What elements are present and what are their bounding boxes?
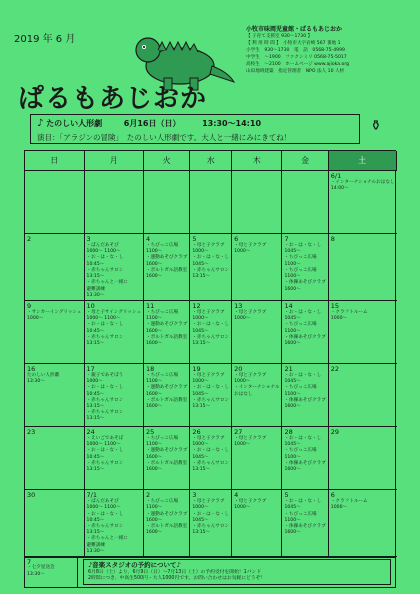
cell-line: 1000〜 [234, 505, 251, 511]
cell-line: 1045〜 [192, 391, 209, 397]
cell-line: 13:30〜 [86, 292, 105, 298]
cell-line: ・母と子クラブ [234, 499, 267, 505]
cell-line: ・母と子クラブ [192, 243, 225, 249]
day-number: 26 [192, 428, 201, 437]
weekday-header: 金 [282, 151, 328, 171]
cell-line: 1600〜 [145, 517, 163, 523]
weekday-header: 水 [190, 151, 232, 171]
cell-line: 1600〜 [284, 530, 301, 536]
cell-line: 13:15〜 [86, 530, 105, 536]
cell-line: ・お・は・な・し [192, 448, 230, 454]
cell-line: ・ちびっこ広場 [284, 322, 317, 328]
calendar-cell [85, 234, 144, 301]
cell-line: ・母と子サイングリッシュ [86, 309, 141, 315]
cell-line: 13:15〜 [86, 340, 105, 346]
calendar-cell [329, 171, 397, 234]
music-note-icon: ♪ [37, 118, 44, 129]
calendar-cell [144, 234, 190, 301]
cell-line: ・ぱんだあそび [86, 499, 119, 505]
calendar-cell [25, 234, 85, 301]
cell-line: 10:45〜 [86, 261, 105, 267]
cell-line: 1000〜 1100〜 [86, 442, 121, 448]
day-number: 7/1 [86, 491, 97, 500]
cell-line: ・お・は・な・し [192, 511, 230, 517]
cell-line: ・体操あそびクラブ [284, 334, 326, 340]
event-time: 13:30〜14:10 [202, 119, 262, 128]
cell-line: 1600〜 [145, 328, 163, 334]
cell-line: ・ちびっこ広場 [145, 373, 179, 378]
calendar-cell [232, 171, 282, 234]
cell-line: 1100〜 [284, 261, 301, 267]
cell-line: 1600〜 [145, 391, 163, 397]
day-number: 9 [27, 301, 32, 310]
cell-line: 1100〜 [145, 379, 163, 385]
cell-line: 1100〜 [284, 517, 301, 523]
cell-line: 10:45〜 [86, 391, 105, 397]
magic-lamp-icon: ⚱ [370, 118, 382, 134]
calendar-cell [232, 427, 282, 490]
cell-line: 1600〜 [284, 404, 301, 410]
cell-line: 1000〜 [330, 316, 348, 322]
cell-line: ・お・は・な・し [86, 385, 124, 391]
cell-line: ・赤ちゃんサロン [86, 267, 124, 273]
cell-line: ・赤ちゃんサロン [86, 460, 124, 466]
day-number: 16 [27, 365, 36, 373]
cell-line: ・赤ちゃんサロン [86, 334, 124, 340]
cell-line: ・母と子クラブ [234, 243, 267, 249]
calendar-cell [329, 234, 397, 301]
cell-line: ・お・は・な・し [86, 255, 124, 261]
cell-line: ・ポルトガル語教室 [145, 523, 188, 529]
cell-line: 1000〜 [234, 379, 251, 385]
calendar-cell [25, 301, 85, 364]
cell-line: 1100〜 [284, 274, 301, 280]
cell-line: ・七夕星送会 [27, 565, 55, 571]
calendar-cell [232, 301, 282, 364]
cell-line: 1000〜 [330, 505, 348, 511]
day-number: 22 [330, 365, 340, 373]
cell-line: ・赤ちゃんサロン [192, 334, 230, 340]
cell-line: 13:15〜 [86, 467, 105, 473]
day-number: 27 [234, 428, 243, 437]
calendar-cell [190, 171, 232, 234]
day-number: 10 [86, 301, 95, 310]
cell-line: ・ポルトガル語教室 [145, 397, 188, 403]
day-number: 28 [284, 428, 293, 437]
day-number: 12 [192, 301, 201, 310]
cell-line: ・お・は・な・し [86, 322, 124, 328]
day-number: 24 [86, 428, 95, 437]
calendar-cell [190, 490, 232, 557]
cell-line: ・母と子クラブ [234, 309, 267, 315]
cell-line: 13:15〜 [86, 416, 105, 422]
cell-line: 1045〜 [192, 261, 209, 267]
cell-line: ・運動あそびクラブ [145, 448, 188, 454]
calendar-cell [144, 427, 190, 490]
cell-line: ・お・は・な・し [86, 511, 124, 517]
cell-line: 1000〜 [192, 316, 209, 322]
day-number: 19 [192, 365, 201, 373]
day-number: 13 [234, 301, 243, 310]
day-number: 8 [330, 235, 335, 244]
facility-info [246, 26, 406, 104]
cell-line: ・ちびっこ広場 [284, 255, 317, 261]
calendar-cell [232, 364, 282, 427]
cell-line: ・お・は・な・し [86, 448, 124, 454]
cell-line: 1100〜 [145, 316, 163, 322]
cell-line: 1100〜 [145, 505, 163, 511]
cell-line: ・お・は・な・し [192, 385, 230, 391]
calendar-cell [144, 364, 190, 427]
calendar-cell [25, 364, 85, 427]
cell-line: ・体操あそびクラブ [284, 397, 326, 403]
day-number: 17 [86, 365, 95, 373]
cell-line: 1600〜 [145, 467, 163, 473]
cell-line: 1045〜 [284, 442, 301, 448]
calendar-footer-row [24, 558, 396, 588]
calendar-cell [282, 427, 328, 490]
calendar-cell [282, 234, 328, 301]
calendar-cell [282, 364, 328, 427]
cell-line: 1045〜 [284, 249, 301, 255]
day-number: 3 [86, 235, 91, 244]
cell-line: ・母と子クラブ [192, 373, 225, 378]
cell-line: ・運動あそびクラブ [145, 385, 188, 391]
day-number: 18 [145, 365, 155, 373]
day-number: 11 [145, 301, 155, 310]
calendar-cell [232, 490, 282, 557]
cell-line: ・クラフトルーム [330, 309, 368, 315]
cell-line: 1100〜 [284, 454, 301, 460]
weekday-header: 土 [329, 151, 397, 171]
cell-line: 1600〜 [145, 404, 163, 410]
calendar-cell [85, 427, 144, 490]
cell-line: 1045〜 [284, 379, 301, 385]
calendar-cell [232, 234, 282, 301]
cell-line: ・母と子クラブ [234, 373, 267, 378]
day-number: 4 [234, 491, 239, 500]
cell-line: ・赤ちゃんサロン [192, 267, 230, 273]
info-line: 小学生 930〜1730 電 話 0568-75-4999 [246, 48, 345, 53]
weekday-header: 火 [144, 151, 190, 171]
cell-line: ・体操あそびクラブ [284, 523, 326, 529]
cell-line: ・赤ちゃんサロン [192, 397, 230, 403]
cell-line: ・ちびっこ広場 [145, 309, 179, 315]
cell-line: 1600〜 [145, 340, 163, 346]
cell-line: 1000〜 1100〜 [86, 505, 121, 511]
page-title: ぱるもあじおか [18, 84, 208, 114]
calendar-cell [85, 364, 144, 427]
cell-line: ・えいごであそぼ [86, 436, 124, 442]
cell-line: 避難訓練 [86, 286, 105, 292]
calendar-cell [25, 171, 85, 234]
cell-line: 1045〜 [192, 328, 209, 334]
cell-line: 1000〜 1100〜 [86, 249, 121, 255]
calendar-cell [85, 301, 144, 364]
cell-line: ・母と子クラブ [192, 309, 225, 315]
event-label: たのしい人形劇 [46, 119, 103, 128]
cell-line: 1000〜 [234, 316, 251, 322]
cell-line: ・赤ちゃんサロン [192, 460, 230, 466]
day-number: 6 [234, 235, 239, 244]
cell-line: 13:30〜 [86, 548, 105, 554]
calendar-grid [25, 151, 395, 557]
cell-line: ・お・は・な・し [284, 436, 322, 442]
calendar-cell [190, 364, 232, 427]
day-number: 25 [145, 428, 155, 437]
cell-line: 13:15〜 [192, 404, 211, 410]
calendar-cell [144, 490, 190, 557]
cell-line: ・クラフトルーム [330, 499, 368, 505]
calendar-cell [329, 301, 397, 364]
event-date: 6月16日（日） [123, 119, 181, 128]
day-number: 7 [27, 558, 32, 566]
day-number: 5 [192, 235, 197, 244]
cell-line: 1600〜 [145, 530, 163, 536]
calendar-cell [85, 171, 144, 234]
calendar-cell [282, 171, 328, 234]
cell-line: ・赤ちゃんサロン [192, 523, 230, 529]
calendar-cell [144, 171, 190, 234]
day-number: 20 [234, 365, 243, 373]
event-banner [30, 114, 360, 144]
cell-line: ・インターナショナルおはなし [330, 180, 395, 185]
cell-line: 1600〜 [145, 274, 163, 280]
cell-line: 1045〜 [284, 316, 301, 322]
day-number: 6/1 [330, 172, 342, 180]
cell-line: ・ちびっこ広場 [284, 448, 317, 454]
day-number: 7 [284, 235, 289, 244]
cell-line: たのしい人形劇 [27, 373, 60, 378]
day-number: 14 [284, 301, 293, 310]
cell-line: ・ちびっこ広場 [284, 385, 317, 391]
cell-line: 13:15〜 [192, 467, 211, 473]
calendar-cell [329, 364, 397, 427]
cell-line: ・運動あそびクラブ [145, 255, 188, 261]
cell-line: 10:45〜 [86, 517, 105, 523]
cell-line: ・ちびっこ広場 [284, 511, 317, 517]
cell-line: 1000〜 [234, 249, 251, 255]
day-number: 15 [330, 301, 340, 310]
cell-line: ・親子であそぼう [86, 373, 124, 378]
cell-line: 1000〜 [234, 442, 251, 448]
weekday-header: 木 [232, 151, 282, 171]
weekday-header: 日 [25, 151, 85, 171]
cell-line: ・ポルトガル語教室 [145, 460, 188, 466]
cell-line: 1000〜 1100〜 [86, 316, 121, 322]
info-line: 【 利 用 時 間 】 小牧市大字岩崎 567 番地 1 [246, 41, 341, 46]
cell-line: 1000〜 [86, 379, 103, 385]
cell-line: 1045〜 [284, 505, 301, 511]
cell-line: 13:15〜 [192, 530, 211, 536]
calendar-cell [282, 490, 328, 557]
cell-line: 13:15〜 [86, 404, 105, 410]
cell-line: ・運動あそびクラブ [145, 322, 188, 328]
cell-line: 10:45〜 [86, 454, 105, 460]
weekday-header: 月 [85, 151, 144, 171]
info-line: 高校生 〜2100 ホームページ www.ajioka.org [246, 62, 350, 67]
cell-line: 1600〜 [145, 454, 163, 460]
day-number: 5 [284, 491, 289, 500]
cell-line: 1600〜 [284, 286, 301, 292]
day-number: 29 [330, 428, 340, 437]
day-number: 3 [192, 491, 197, 500]
cell-line: 1100〜 [145, 249, 163, 255]
calendar-cell [190, 301, 232, 364]
day-number: 23 [27, 428, 36, 437]
cell-line: 1600〜 [145, 261, 163, 267]
cell-line: 避難訓練 [86, 542, 105, 548]
calendar-cell [282, 301, 328, 364]
calendar-cell [25, 558, 78, 587]
cell-line: ・お・は・な・し [284, 499, 322, 505]
cell-line: 1100〜 [284, 391, 301, 397]
day-number: 21 [284, 365, 293, 373]
calendar-cell [85, 490, 144, 557]
cell-line: ・お・は・な・し [284, 243, 322, 249]
calendar-cell [329, 427, 397, 490]
cell-line: ・母と子クラブ [234, 436, 267, 442]
cell-line: ・お・は・な・し [192, 255, 230, 261]
cell-line: ・お・は・な・し [284, 373, 322, 378]
cell-line: ・体操あそびクラブ [284, 460, 326, 466]
cell-line: 1100〜 [145, 442, 163, 448]
cell-line: ・母と子クラブ [192, 436, 225, 442]
cell-line: ・ちびっこ広場 [284, 267, 317, 273]
notice-title: ♪音楽スタジオの予約について♪ [88, 561, 181, 569]
cell-line: ・体操あそびクラブ [284, 280, 326, 286]
header-date: 2019 年 6 月 [14, 34, 76, 45]
cell-line: 1045〜 [192, 517, 209, 523]
cell-line: 1000〜 [192, 249, 209, 255]
cell-line: 14:00〜 [330, 186, 349, 192]
calendar-cell [329, 490, 397, 557]
cell-line: ・お・は・な・し [192, 322, 230, 328]
day-number: 30 [27, 491, 36, 500]
calendar-cell [190, 427, 232, 490]
cell-line: ・赤ちゃんと一緒に [86, 280, 128, 286]
cell-line: 13:30〜 [27, 571, 45, 577]
cell-line: ・赤ちゃんサロン [86, 410, 124, 416]
cell-line: ・お・は・な・し [284, 309, 322, 315]
cell-line: 1600〜 [284, 467, 301, 473]
day-number: 6 [330, 491, 335, 500]
cell-line: ・ポルトガル語教室 [145, 267, 188, 273]
cell-line: 1100〜 [284, 328, 301, 334]
calendar [24, 150, 396, 558]
calendar-cell [144, 301, 190, 364]
cell-line: ・運動あそびクラブ [145, 511, 188, 517]
cell-line: ・ちびっこ広場 [145, 499, 179, 505]
notice-line: 2時間につき、中高生500円・大人1000円です。お問い合わせはお気軽にどうぞ！ [88, 576, 266, 581]
info-line: 中学生 〜1900 ファクシミリ 0568-75-5017 [246, 55, 347, 60]
cell-line: ・サンカーイングリッシュ [27, 309, 82, 315]
cell-line: 13:15〜 [192, 340, 211, 346]
cell-line: ・ちびっこ広場 [145, 436, 179, 442]
cell-line: 1045〜 [192, 454, 209, 460]
calendar-cell [190, 234, 232, 301]
cell-line: 1600〜 [284, 340, 301, 346]
cell-line: 1000〜 [192, 442, 209, 448]
cell-line: ・赤ちゃんサロン [86, 523, 124, 529]
studio-notice [83, 559, 391, 585]
day-number: 2 [27, 235, 32, 244]
cell-line: ・ポルトガル語教室 [145, 334, 188, 340]
cell-line: ・インターナショナル [234, 385, 280, 391]
info-line: 【 子育て支援室 930〜1730 】 [246, 34, 313, 39]
info-line: 山田地域建築 指定管理者 NPO 法人 10 人材 [246, 69, 345, 74]
event-program: 演目：「アラジンの冒険」 たのしい人形劇です。大人と一緒にみにきてね！ [37, 133, 292, 142]
calendar-cell [25, 490, 85, 557]
day-number: 2 [145, 491, 151, 500]
cell-line: 1000〜 [27, 316, 44, 322]
day-number: 4 [145, 235, 151, 244]
notice-line: 6月8日（土）より、6月9日（日）〜7月13日（土）の予約受付を開始！1バンド [88, 569, 262, 575]
calendar-cell [25, 427, 85, 490]
cell-line: ・赤ちゃんサロン [86, 397, 124, 403]
cell-line: 13:15〜 [86, 274, 105, 280]
cell-line: ・赤ちゃんと一緒に [86, 536, 128, 542]
cell-line: 10:45〜 [86, 328, 105, 334]
organization-name: 小牧市味岡児童館・ぱるもあじおか [246, 26, 343, 33]
cell-line: ・母と子クラブ [192, 499, 225, 505]
cell-line: 1000〜 [192, 379, 209, 385]
cell-line: ・ちびっこ広場 [145, 243, 179, 249]
cell-line: 1000〜 [192, 505, 209, 511]
cell-line: 13:15〜 [192, 274, 211, 280]
cell-line: ・ぱんだあそび [86, 243, 119, 249]
cell-line: おはなし [234, 391, 253, 397]
cell-line: 13:30〜 [27, 379, 45, 385]
